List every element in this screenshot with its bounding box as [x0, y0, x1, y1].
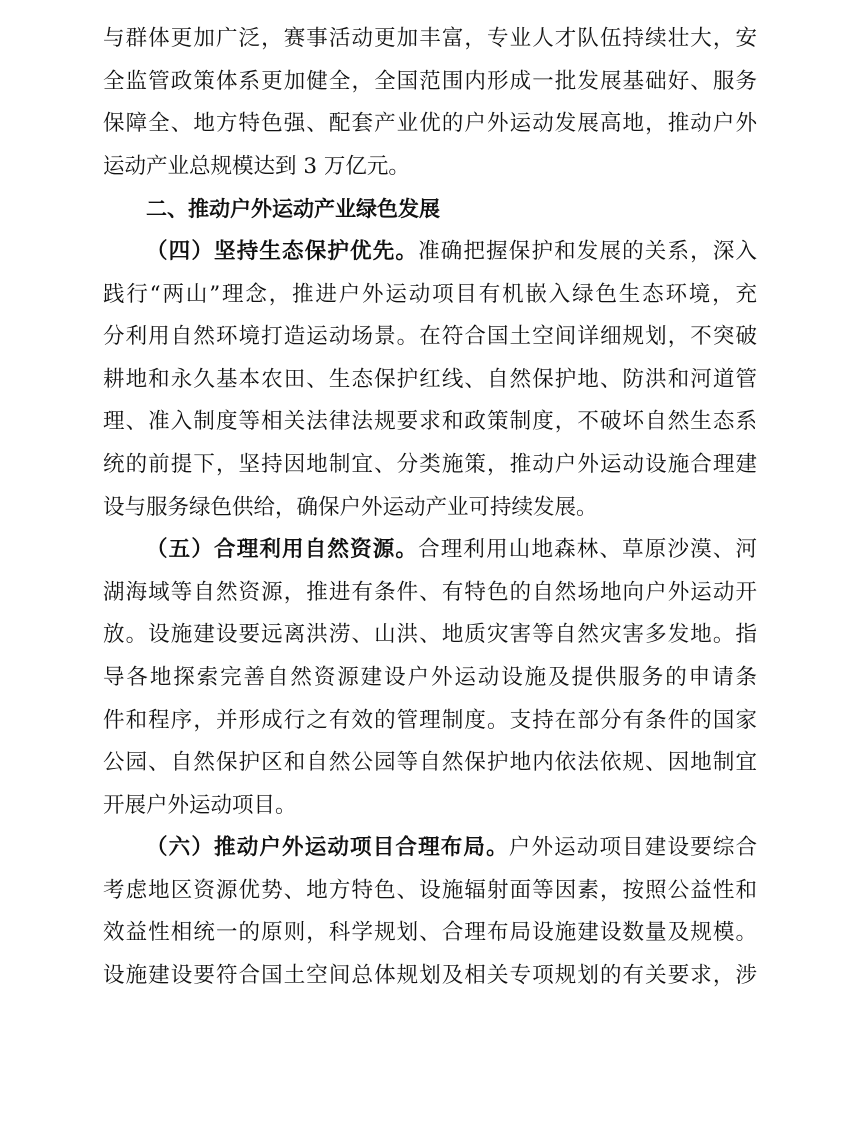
paragraph-lead: （五）合理利用自然资源。 — [146, 537, 419, 563]
text-line: 开展户外运动项目。 — [103, 792, 297, 818]
text-line: 保障全、地方特色强、配套产业优的户外运动发展高地，推动户外 — [103, 111, 757, 137]
text-line: 设与服务绿色供给，确保户外运动产业可持续发展。 — [103, 494, 598, 520]
paragraph-6 — [103, 827, 757, 997]
paragraph-first-line — [103, 231, 757, 274]
text-line: 理、准入制度等相关法律法规要求和政策制度，不破坏自然生态系 — [103, 409, 757, 435]
text-line: 运动产业总规模达到 3 万亿元。 — [103, 153, 410, 179]
paragraph-text: 准确把握保护和发展的关系，深入 — [418, 238, 757, 264]
text-line: 与群体更加广泛，赛事活动更加丰富，专业人才队伍持续壮大，安 — [103, 26, 757, 51]
text-line: 耕地和永久基本农田、生态保护红线、自然保护地、防洪和河道管 — [103, 366, 757, 392]
document-page — [103, 18, 757, 998]
paragraph-4 — [103, 231, 757, 529]
text-line: 分利用自然环境打造运动场景。在符合国土空间详细规划，不突破 — [103, 324, 757, 350]
text-line: 全监管政策体系更加健全，全国范围内形成一批发展基础好、服务 — [103, 68, 757, 94]
text-line: 件和程序，并形成行之有效的管理制度。支持在部分有条件的国家 — [103, 707, 757, 733]
paragraph-lead: （六）推动户外运动项目合理布局。 — [146, 835, 509, 861]
paragraph-5 — [103, 529, 757, 827]
text-line: 践行“两山”理念，推进户外运动项目有机嵌入绿色生态环境，充 — [103, 281, 757, 307]
text-line: 设施建设要符合国土空间总体规划及相关专项规划的有关要求，涉 — [103, 963, 757, 989]
text-line: 放。设施建设要远离洪涝、山洪、地质灾害等自然灾害多发地。指 — [103, 622, 757, 648]
text-line: 统的前提下，坚持因地制宜、分类施策，推动户外运动设施合理建 — [103, 451, 757, 477]
paragraph-first-line — [103, 529, 757, 572]
text-line: 导各地探索完善自然资源建设户外运动设施及提供服务的申请条 — [103, 664, 757, 690]
paragraph-text: 户外运动项目建设要综合 — [508, 835, 757, 861]
paragraph-text: 合理利用山地森林、草原沙漠、河 — [418, 537, 757, 563]
paragraph-first-line — [103, 827, 757, 870]
text-line: 效益性相统一的原则，科学规划、合理布局设施建设数量及规模。 — [103, 920, 757, 946]
text-line: 公园、自然保护区和自然公园等自然保护地内依法依规、因地制宜 — [103, 750, 757, 776]
text-line: 湖海域等自然资源，推进有条件、有特色的自然场地向户外运动开 — [103, 579, 757, 605]
text-line: 考虑地区资源优势、地方特色、设施辐射面等因素，按照公益性和 — [103, 877, 757, 903]
section-heading: 二、推动户外运动产业绿色发展 — [146, 197, 440, 222]
intro-paragraph — [103, 18, 757, 188]
paragraph-lead: （四）坚持生态保护优先。 — [146, 238, 419, 264]
